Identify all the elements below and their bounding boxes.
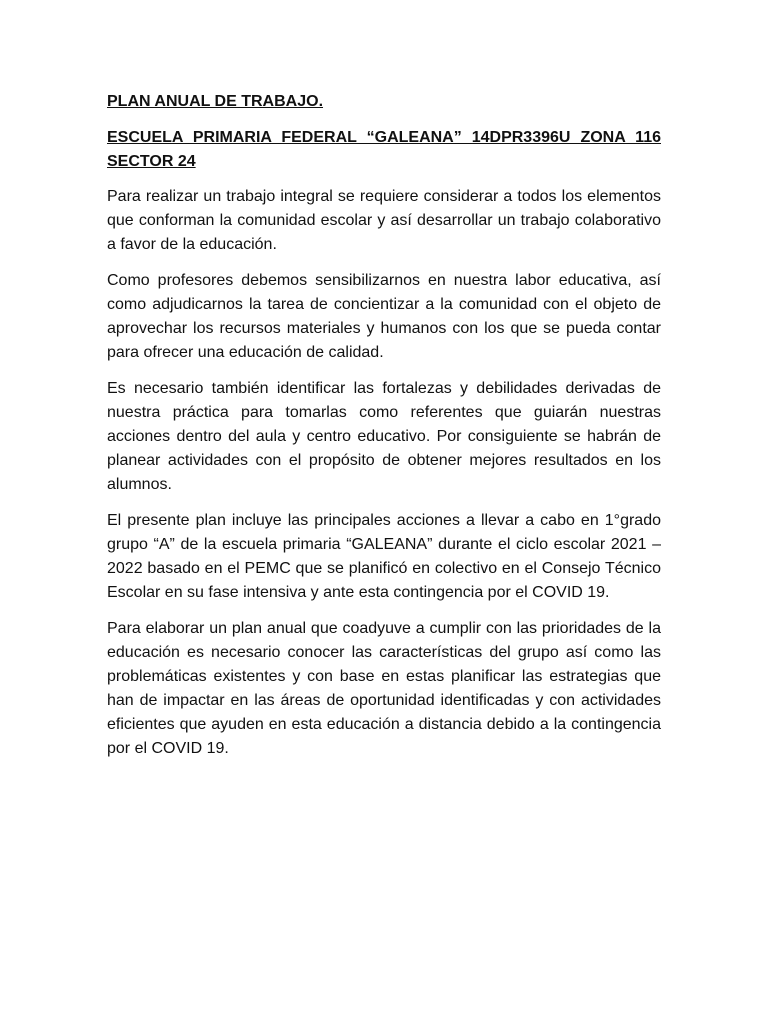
paragraph-5: Para elaborar un plan anual que coadyuve a cumplir con las prioridades de la educación es necesario conocer las características del grupo así como las problemáticas existentes y con base en estas planificar las estrategias que han de impactar en las áreas de oportunidad identificadas y con actividades eficientes que ayuden en esta educación a distancia debido a la contingencia por el COVID 19. — [107, 620, 661, 757]
document-page — [107, 90, 661, 773]
document-title: PLAN ANUAL DE TRABAJO. — [107, 93, 324, 110]
school-heading: ESCUELA PRIMARIA FEDERAL “GALEANA” 14DPR3396U ZONA 116 SECTOR 24 — [107, 129, 661, 170]
paragraph-3: Es necesario también identificar las fortalezas y debilidades derivadas de nuestra práctica para tomarlas como referentes que guiarán nuestras acciones dentro del aula y centro educativo. Por consiguiente se habrán de planear actividades con el propósito de obtener mejores resultados en los alumnos. — [107, 380, 661, 493]
paragraph-4: El presente plan incluye las principales acciones a llevar a cabo en 1°grado grupo “A” de la escuela primaria “GALEANA” durante el ciclo escolar 2021 – 2022 basado en el PEMC que se planificó en colectivo en el Consejo Técnico Escolar en su fase intensiva y ante esta contingencia por el COVID 19. — [107, 512, 661, 601]
paragraph-1: Para realizar un trabajo integral se requiere considerar a todos los elementos que conforman la comunidad escolar y así desarrollar un trabajo colaborativo a favor de la educación. — [107, 188, 661, 253]
paragraph-2: Como profesores debemos sensibilizarnos en nuestra labor educativa, así como adjudicarnos la tarea de concientizar a la comunidad con el objeto de aprovechar los recursos materiales y humanos con los que se pueda contar para ofrecer una educación de calidad. — [107, 272, 661, 361]
